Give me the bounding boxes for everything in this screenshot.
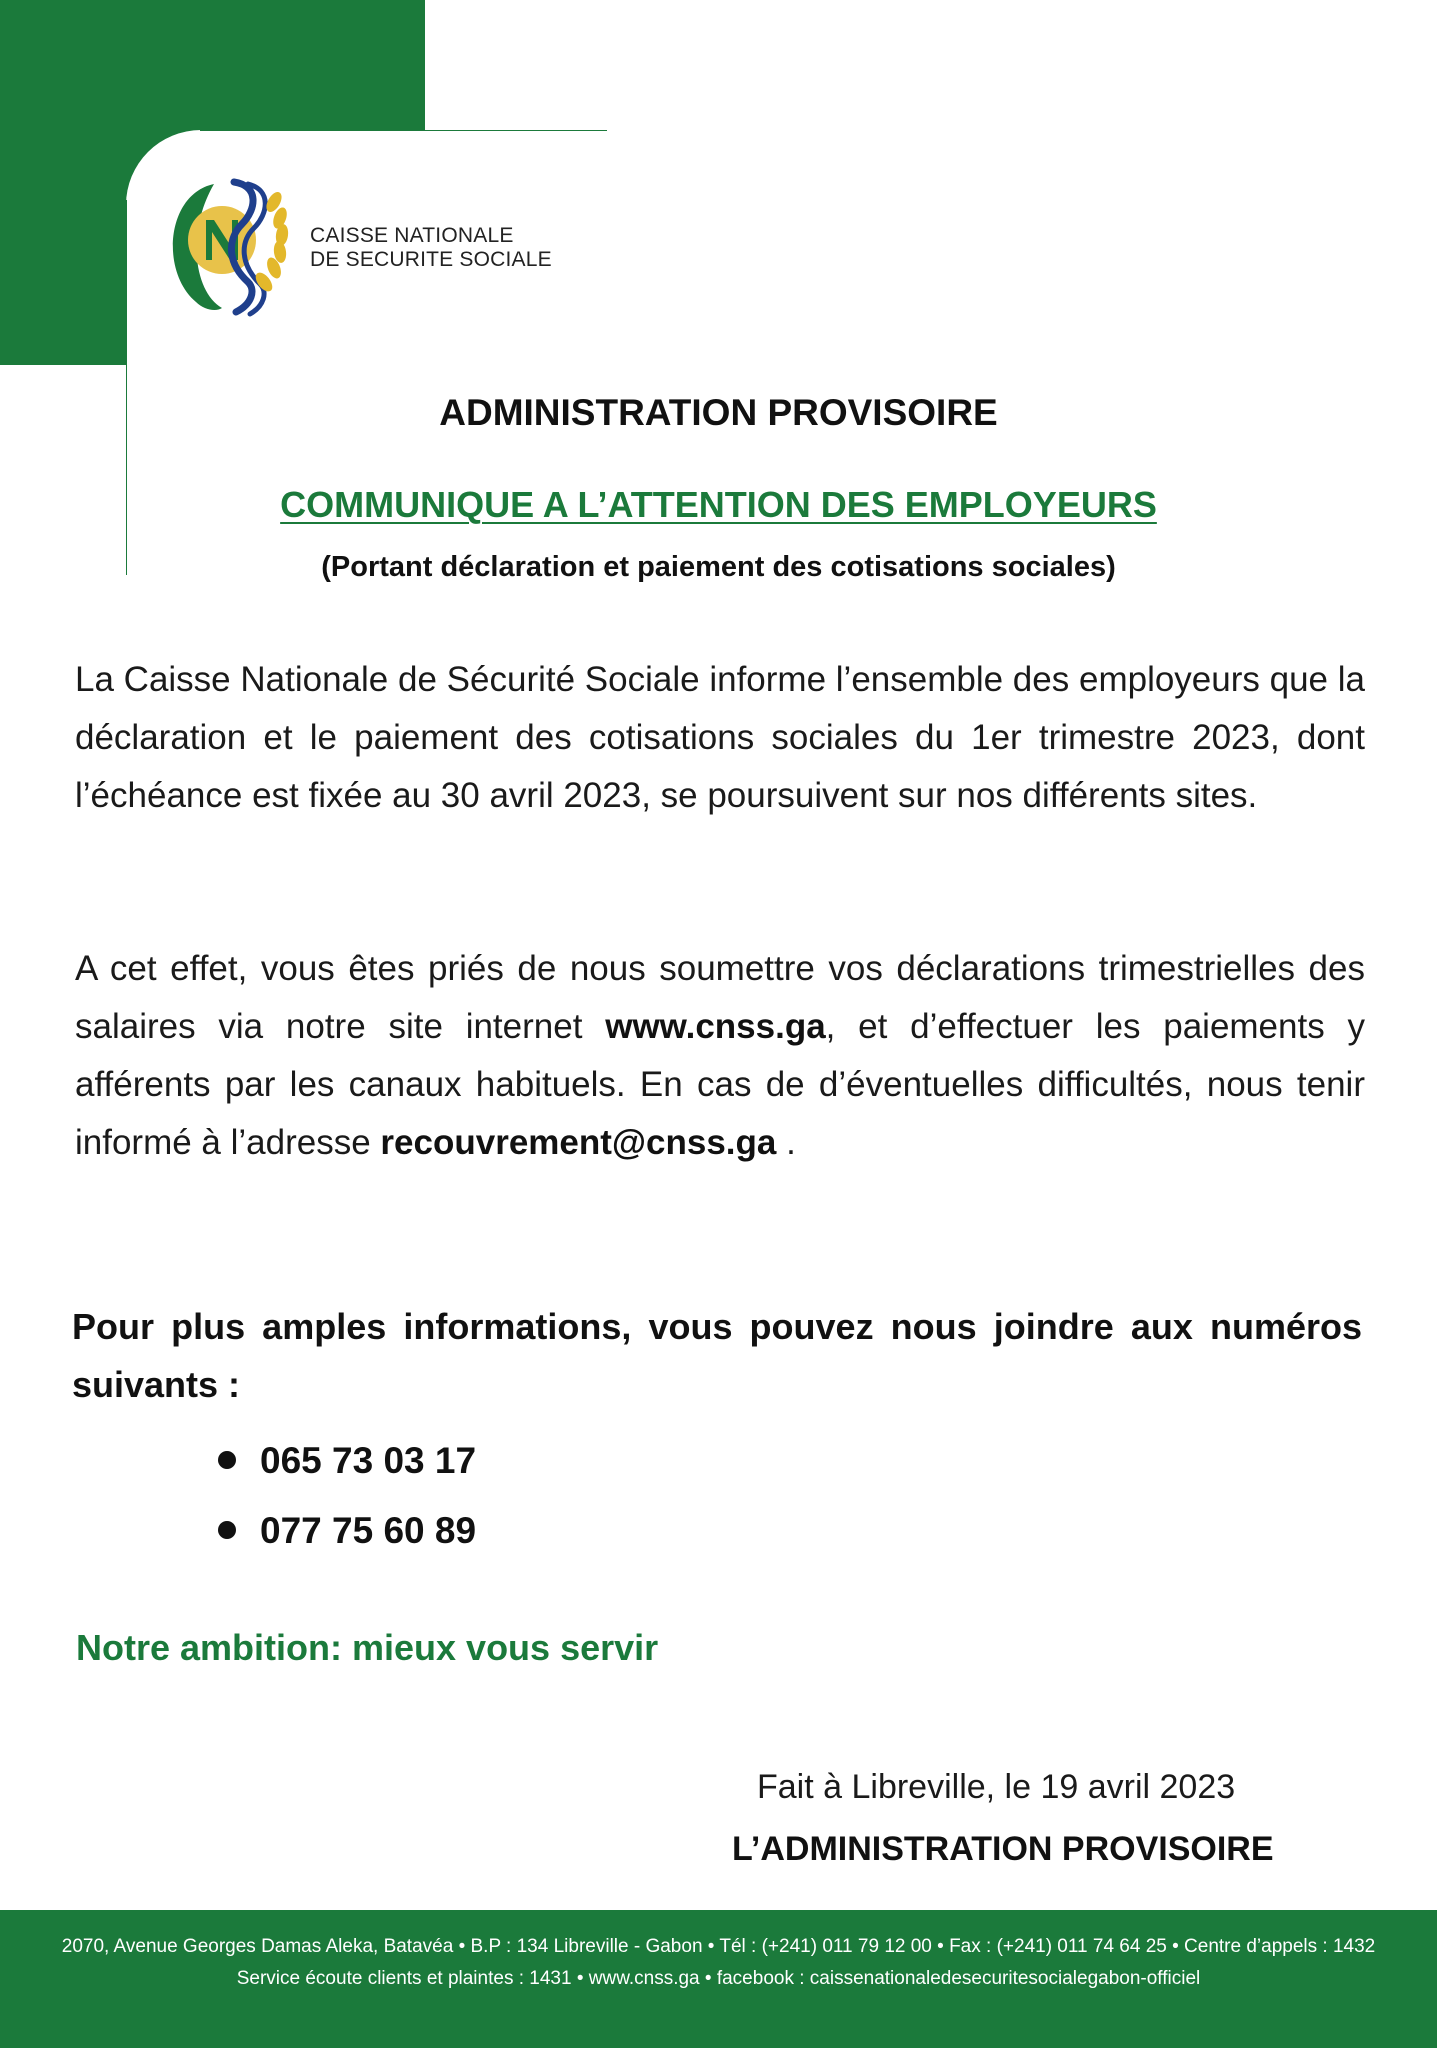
instructions-text-2: , et d’effectuer les paiements y afférents par les canaux habituels. En cas de d’éventuelles difficultés, nous tenir informé à l’adresse: [75, 1007, 1365, 1162]
footer-address: 2070, Avenue Georges Damas Aleka, Batavéa • B.P : 134 Libreville - Gabon • Tél : (+241) 011 79 12 00 • Fax : (+241) 011 74 64 25 • Centre d’appels : 1432: [61, 1936, 1376, 1957]
communique-subject: (Portant déclaration et paiement des cotisations sociales): [321, 551, 1116, 583]
email-link[interactable]: recouvrement@cnss.ga: [380, 1123, 777, 1162]
cnss-emblem-icon: [156, 172, 306, 322]
communique-heading-text: COMMUNIQUE A L’ATTENTION DES EMPLOYEURS: [280, 484, 1157, 525]
contact-intro: Pour plus amples informations, vous pouvez nous joindre aux numéros suivants :: [72, 1306, 1362, 1405]
ambition-slogan: Notre ambition: mieux vous servir: [76, 1627, 659, 1668]
instructions-text-1: A cet effet, vous êtes priés de nous soumettre vos déclarations trimestrielles des salaires via notre site internet: [75, 949, 1365, 1046]
instructions-text-3: .: [776, 1123, 796, 1162]
footer-contacts: Service écoute clients et plaintes : 1431 • www.cnss.ga • facebook : caissenationaledesecuritesocialegabon-officiel: [236, 1968, 1201, 1989]
paragraph-announcement: La Caisse Nationale de Sécurité Sociale informe l’ensemble des employeurs que la déclaration et le paiement des cotisations sociales du 1er trimestre 2023, dont l’échéance est fixée au 30 avril 2023, se poursuivent sur nos différents sites.: [75, 660, 1365, 815]
list-item: [218, 1433, 476, 1503]
card-border-top: [200, 130, 607, 131]
communique-heading: [0, 484, 1437, 526]
logo-line-1: CAISSE NATIONALE: [310, 224, 514, 247]
document-title: ADMINISTRATION PROVISOIRE: [439, 392, 998, 433]
signatory: L’ADMINISTRATION PROVISOIRE: [732, 1830, 1274, 1868]
list-item: [218, 1503, 476, 1573]
logo-line-2: DE SECURITE SOCIALE: [310, 248, 552, 271]
paragraph-instructions: [75, 940, 1365, 1172]
phone-number-1[interactable]: 065 73 03 17: [260, 1440, 477, 1481]
bullet-icon: [218, 1521, 236, 1539]
website-link[interactable]: www.cnss.ga: [605, 1007, 826, 1046]
phone-number-2[interactable]: 077 75 60 89: [260, 1510, 477, 1551]
logo-wordmark: [310, 224, 552, 272]
place-and-date: Fait à Libreville, le 19 avril 2023: [757, 1768, 1236, 1806]
phone-list: [218, 1433, 476, 1573]
footer-bar: [0, 1910, 1437, 2048]
bullet-icon: [218, 1451, 236, 1469]
cnss-logo: [156, 172, 576, 322]
